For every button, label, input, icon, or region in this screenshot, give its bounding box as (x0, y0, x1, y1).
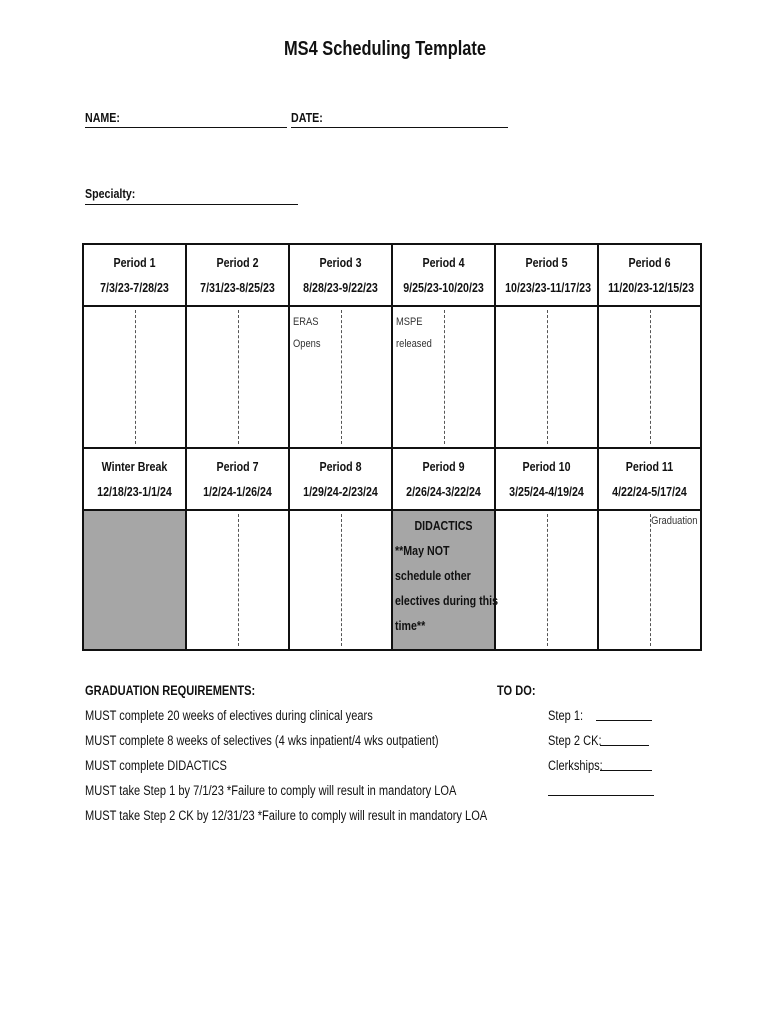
todo-step1-label: Step 1: (548, 708, 584, 723)
period-header: Period 7 1/2/24-1/26/24 (186, 448, 289, 510)
requirement-item: MUST complete DIDACTICS (85, 758, 227, 773)
schedule-cell[interactable] (289, 510, 392, 650)
period-body-row-2 (83, 510, 701, 650)
todo-step1-field[interactable] (596, 720, 652, 721)
cell-divider (547, 310, 548, 444)
schedule-cell[interactable] (598, 510, 701, 650)
winter-break-cell (83, 510, 186, 650)
schedule-cell[interactable] (392, 306, 495, 448)
page-title: MS4 Scheduling Template (283, 38, 487, 60)
schedule-cell[interactable] (598, 306, 701, 448)
period-header-row-1 (83, 244, 701, 306)
schedule-cell[interactable] (289, 306, 392, 448)
specialty-field[interactable] (85, 204, 298, 205)
period-header: Period 3 8/28/23-9/22/23 (289, 244, 392, 306)
period-header: Winter Break 12/18/23-1/1/24 (83, 448, 186, 510)
todo-step2-field[interactable] (600, 745, 649, 746)
schedule-cell[interactable] (83, 306, 186, 448)
period-header-row-2 (83, 448, 701, 510)
period-header: Period 10 3/25/24-4/19/24 (495, 448, 598, 510)
period-body-row-1 (83, 306, 701, 448)
name-field[interactable] (85, 127, 287, 128)
period-header: Period 2 7/31/23-8/25/23 (186, 244, 289, 306)
schedule-cell[interactable] (186, 306, 289, 448)
todo-blank-field[interactable] (548, 795, 654, 796)
period-header: Period 1 7/3/23-7/28/23 (83, 244, 186, 306)
schedule-table (82, 243, 702, 651)
todo-clerkships-label: Clerkships: (548, 758, 603, 773)
requirement-item: MUST take Step 2 CK by 12/31/23 *Failure to comply will result in mandatory LOA (85, 808, 488, 823)
todo-heading: TO DO: (497, 683, 536, 698)
schedule-cell[interactable] (495, 510, 598, 650)
date-label: DATE: (291, 110, 323, 125)
name-label: NAME: (85, 110, 120, 125)
didactics-note: DIDACTICS **May NOT schedule other electives during this time** (395, 518, 499, 633)
cell-divider (135, 310, 136, 444)
period-header: Period 11 4/22/24-5/17/24 (598, 448, 701, 510)
cell-divider (341, 514, 342, 646)
eras-note: ERAS Opens (293, 316, 321, 350)
cell-divider (238, 514, 239, 646)
period-header: Period 5 10/23/23-11/17/23 (495, 244, 598, 306)
cell-divider (341, 310, 342, 444)
mspe-note: MSPE released (396, 316, 432, 350)
cell-divider (547, 514, 548, 646)
cell-divider (238, 310, 239, 444)
cell-divider (650, 514, 651, 646)
date-field[interactable] (291, 127, 508, 128)
period-header: Period 4 9/25/23-10/20/23 (392, 244, 495, 306)
schedule-cell[interactable] (495, 306, 598, 448)
didactics-cell (392, 510, 499, 650)
cell-divider (650, 310, 651, 444)
period-header: Period 6 11/20/23-12/15/23 (598, 244, 701, 306)
period-header: Period 8 1/29/24-2/23/24 (289, 448, 392, 510)
requirements-heading: GRADUATION REQUIREMENTS: (85, 683, 256, 698)
requirement-item: MUST complete 8 weeks of selectives (4 wks inpatient/4 wks outpatient) (85, 733, 439, 748)
todo-clerkships-field[interactable] (600, 770, 652, 771)
requirement-item: MUST take Step 1 by 7/1/23 *Failure to comply will result in mandatory LOA (85, 783, 457, 798)
graduation-note: Graduation (650, 515, 697, 527)
schedule-cell[interactable] (186, 510, 289, 650)
cell-divider (444, 310, 445, 444)
specialty-label: Specialty: (85, 186, 136, 201)
todo-step2-label: Step 2 CK: (548, 733, 602, 748)
requirement-item: MUST complete 20 weeks of electives during clinical years (85, 708, 373, 723)
period-header: Period 9 2/26/24-3/22/24 (392, 448, 495, 510)
